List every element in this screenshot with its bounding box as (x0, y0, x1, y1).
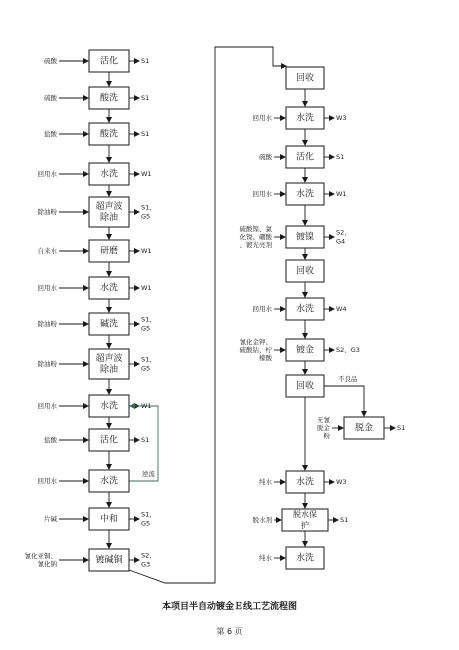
left-input-2: 硫酸 (44, 94, 57, 102)
right-step-10-label: 水洗 (295, 477, 315, 488)
right-step-11-label: 脱水保 (293, 510, 317, 519)
left-input-11: 盐酸 (44, 436, 57, 444)
right-step-12-label: 水洗 (295, 553, 315, 564)
right-output-10: W3 (336, 478, 347, 486)
left-output-9: S1、 (141, 355, 156, 364)
left-step-9-label: 超声波 (95, 354, 123, 364)
strip-gold-output: S1 (397, 424, 406, 432)
left-step-11-label: 活化 (99, 435, 119, 446)
left-input-6: 自来水 (37, 247, 57, 255)
right-output-11: S1 (340, 516, 349, 524)
left-step-8-label: 碱洗 (99, 319, 119, 330)
right-input-8: 硫酸钴、柠 (239, 346, 272, 354)
right-input-3: 硫酸 (259, 153, 272, 161)
left-step-2-label: 酸洗 (99, 93, 119, 104)
left-input-9: 除油粉 (37, 360, 57, 368)
left-output-4: W1 (141, 170, 152, 178)
left-output-2: S1 (141, 94, 150, 102)
left-output-10: W1 (141, 402, 152, 410)
left-step-5-label: 除油 (99, 213, 119, 223)
left-input-4: 回用水 (37, 170, 57, 178)
strip-gold-input: 粉 (323, 432, 330, 440)
left-step-1-label: 活化 (99, 56, 119, 67)
left-step-9-label: 除油 (99, 365, 119, 375)
right-step-3-label: 活化 (295, 152, 315, 163)
right-input-5: 硫酸镍、氯 (239, 225, 272, 233)
strip-gold-input: 无氰 (317, 416, 330, 424)
left-step-14-label: 镀碱铜 (95, 555, 123, 566)
left-output-7: W1 (141, 284, 152, 292)
right-input-11: 脱水剂 (252, 516, 272, 524)
left-input-1: 硫酸 (44, 57, 57, 65)
counterflow-label: 逆流 (142, 470, 155, 478)
left-input-10: 回用水 (37, 402, 57, 410)
right-output-2: W3 (336, 114, 347, 122)
right-step-6-label: 回收 (295, 266, 315, 277)
left-step-5-label: 超声波 (95, 202, 123, 212)
left-step-3-label: 酸洗 (99, 129, 119, 140)
left-input-13: 片碱 (44, 515, 57, 523)
left-output-3: S1 (141, 130, 150, 138)
right-input-7: 回用水 (252, 305, 272, 313)
right-step-4-label: 水洗 (295, 189, 315, 200)
right-output-4: W1 (336, 190, 347, 198)
left-output-13: G5 (141, 519, 151, 528)
diagram-title: 本项目半自动镀金Ｅ线工艺流程图 (161, 602, 297, 612)
page-number: 第 6 页 (216, 627, 243, 636)
left-output-5: G5 (141, 212, 151, 221)
left-step-10-label: 水洗 (99, 401, 119, 412)
left-step-12-label: 水洗 (99, 476, 119, 487)
left-input-12: 回用水 (37, 477, 57, 485)
right-step-7-label: 水洗 (295, 304, 315, 315)
right-step-1-label: 回收 (295, 73, 315, 84)
right-step-11-label: 护 (301, 521, 309, 530)
left-output-8: S1、 (141, 315, 156, 324)
right-output-5: G4 (336, 237, 346, 246)
left-output-5: S1、 (141, 203, 156, 212)
left-input-14: 氰化钠 (37, 560, 57, 568)
left-step-4-label: 水洗 (99, 169, 119, 180)
defect-branch-line (324, 386, 364, 416)
left-output-14: G3 (141, 560, 151, 569)
right-step-2-label: 水洗 (295, 113, 315, 124)
left-input-3: 盐酸 (44, 130, 57, 138)
right-input-5: 、镀光亮剂 (239, 241, 272, 249)
right-input-8: 檬酸 (259, 354, 272, 362)
right-step-8-label: 镀金 (295, 345, 315, 356)
left-output-13: S1、 (141, 510, 156, 519)
right-output-7: W4 (336, 305, 347, 313)
left-output-6: W1 (141, 247, 152, 255)
right-output-5: S2、 (336, 228, 351, 237)
right-input-8: 氰化金钾、 (239, 338, 272, 346)
left-input-8: 除油粉 (37, 320, 57, 328)
right-output-3: S1 (336, 153, 345, 161)
left-output-11: S1 (141, 436, 150, 444)
left-input-14: 氰化亚铜、 (24, 552, 57, 560)
left-input-7: 回用水 (37, 284, 57, 292)
right-input-12: 纯水 (259, 554, 272, 562)
left-step-6-label: 研磨 (99, 246, 119, 257)
strip-gold-step-label: 脱金 (354, 423, 374, 434)
right-output-8: S2、G3 (336, 346, 360, 354)
strip-gold-input: 脱金 (317, 424, 330, 432)
right-input-2: 回用水 (252, 114, 272, 122)
left-output-14: S2、 (141, 551, 156, 560)
left-output-8: G5 (141, 324, 151, 333)
right-step-5-label: 镀镍 (295, 232, 315, 243)
left-step-13-label: 中和 (99, 514, 119, 525)
right-input-5: 化镍、硼酸 (239, 233, 272, 241)
left-input-5: 除油粉 (37, 208, 57, 216)
left-output-1: S1 (141, 57, 150, 65)
right-input-4: 回用水 (252, 190, 272, 198)
left-step-7-label: 水洗 (99, 283, 119, 294)
right-input-10: 纯水 (259, 478, 272, 486)
left-output-9: G5 (141, 364, 151, 373)
right-step-9-label: 回收 (295, 381, 315, 392)
defect-label: 不良品 (338, 375, 358, 383)
